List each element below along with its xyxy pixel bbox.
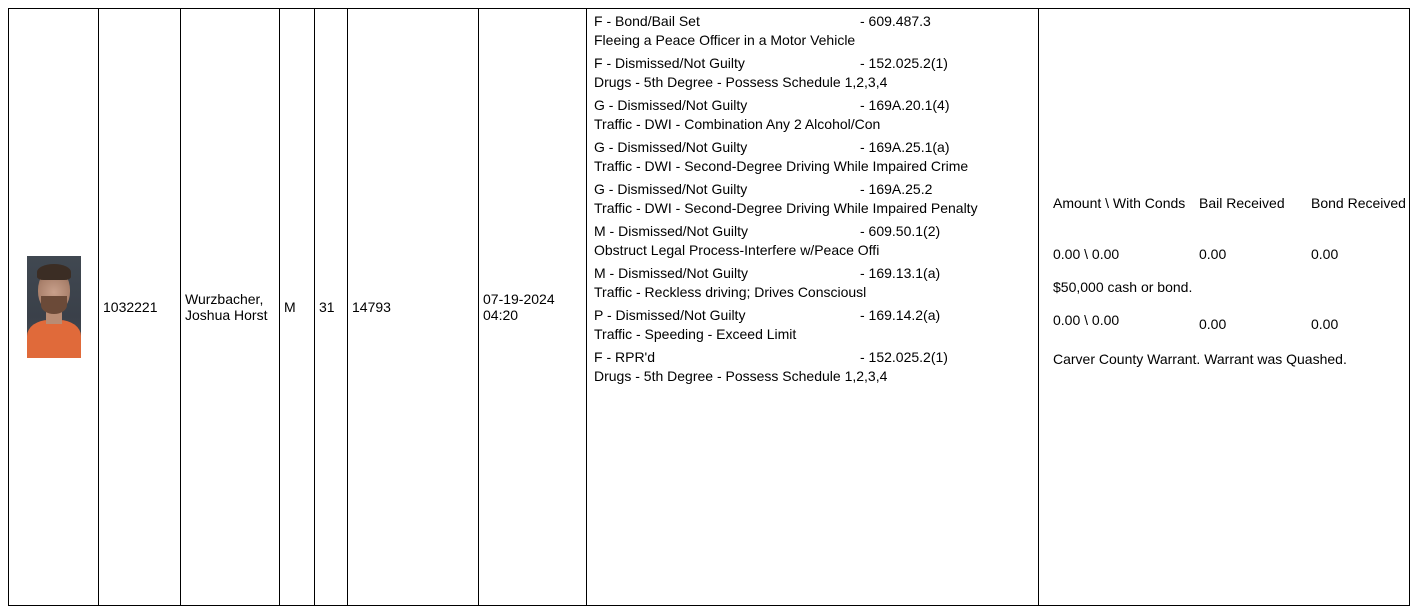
charge-status: F - RPR'd — [594, 349, 656, 365]
charge-item — [594, 306, 1032, 342]
charge-description: Traffic - DWI - Second-Degree Driving While Impaired Crime — [594, 158, 969, 174]
inmate-id-cell — [98, 9, 180, 605]
bail-values-row — [1053, 311, 1400, 332]
inmate-age: 31 — [319, 299, 335, 315]
charge-description: Drugs - 5th Degree - Possess Schedule 1,2,3,4 — [594, 368, 888, 384]
inmate-id: 1032221 — [103, 299, 158, 315]
amount-value: 0.00 \ 0.00 — [1053, 312, 1120, 328]
bond-received-value: 0.00 — [1311, 316, 1339, 332]
amount-header: Amount \ With Conds — [1053, 195, 1186, 211]
charge-status: G - Dismissed/Not Guilty — [594, 181, 748, 197]
charge-status: P - Dismissed/Not Guilty — [594, 307, 746, 323]
charge-item — [594, 264, 1032, 300]
charge-item — [594, 222, 1032, 258]
charge-description: Traffic - Speeding - Exceed Limit — [594, 326, 797, 342]
bond-received-header: Bond Received — [1311, 195, 1406, 211]
bail-received-value: 0.00 — [1199, 246, 1227, 262]
booking-datetime — [479, 291, 555, 323]
inmate-row — [8, 8, 1410, 606]
charge-statute: - 169A.25.1(a) — [860, 139, 950, 155]
photo-cell — [9, 9, 98, 605]
charge-status: F - Dismissed/Not Guilty — [594, 55, 745, 71]
bail-received-value: 0.00 — [1199, 316, 1227, 332]
bail-cell — [1038, 9, 1410, 605]
charge-description: Drugs - 5th Degree - Possess Schedule 1,2,3,4 — [594, 74, 888, 90]
charge-description: Obstruct Legal Process-Interfere w/Peace Offi — [594, 242, 880, 258]
charge-description: Traffic - Reckless driving; Drives Consciousl — [594, 284, 867, 300]
charge-statute: - 152.025.2(1) — [860, 55, 948, 71]
charge-statute: - 152.025.2(1) — [860, 349, 948, 365]
bond-received-value: 0.00 — [1311, 246, 1339, 262]
charge-item — [594, 96, 1032, 132]
charge-statute: - 169A.20.1(4) — [860, 97, 950, 113]
booking-number: 14793 — [352, 299, 391, 315]
charge-status: G - Dismissed/Not Guilty — [594, 97, 748, 113]
booking-time: 04:20 — [483, 307, 519, 323]
inmate-name-cell — [180, 9, 279, 605]
charge-item — [594, 54, 1032, 90]
bail-comment: Carver County Warrant. Warrant was Quashed. — [1053, 351, 1347, 367]
inmate-sex: M — [284, 299, 296, 315]
charge-statute: - 169A.25.2 — [860, 181, 933, 197]
charge-item — [594, 138, 1032, 174]
bail-values-row — [1053, 245, 1400, 263]
charge-statute: - 169.13.1(a) — [860, 265, 941, 281]
charge-item — [594, 180, 1032, 216]
age-cell — [314, 9, 347, 605]
booking-cell — [347, 9, 478, 605]
bail-received-header: Bail Received — [1199, 195, 1285, 211]
bail-header — [1053, 195, 1406, 231]
booking-date: 07-19-2024 — [483, 291, 555, 307]
charge-statute: - 609.487.3 — [860, 13, 931, 29]
charge-status: F - Bond/Bail Set — [594, 13, 700, 29]
charge-item — [594, 348, 1032, 384]
charge-statute: - 609.50.1(2) — [860, 223, 941, 239]
charge-status: G - Dismissed/Not Guilty — [594, 139, 748, 155]
charge-description: Traffic - DWI - Combination Any 2 Alcohol/Con — [594, 116, 881, 132]
booking-date-cell — [478, 9, 586, 605]
charge-description: Traffic - DWI - Second-Degree Driving While Impaired Penalty — [594, 200, 978, 216]
charges-cell — [586, 9, 1038, 605]
charge-status: M - Dismissed/Not Guilty — [594, 223, 749, 239]
bail-note: $50,000 cash or bond. — [1053, 279, 1193, 295]
charge-item — [594, 12, 1032, 48]
charge-statute: - 169.14.2(a) — [860, 307, 941, 323]
sex-cell — [279, 9, 314, 605]
charge-description: Fleeing a Peace Officer in a Motor Vehicle — [594, 32, 856, 48]
charges-list — [594, 12, 1032, 390]
inmate-name: Wurzbacher, Joshua Horst — [185, 291, 268, 323]
mugshot-image[interactable] — [27, 256, 81, 358]
amount-value: 0.00 \ 0.00 — [1053, 246, 1120, 262]
bail-info — [1053, 195, 1406, 367]
charge-status: M - Dismissed/Not Guilty — [594, 265, 749, 281]
